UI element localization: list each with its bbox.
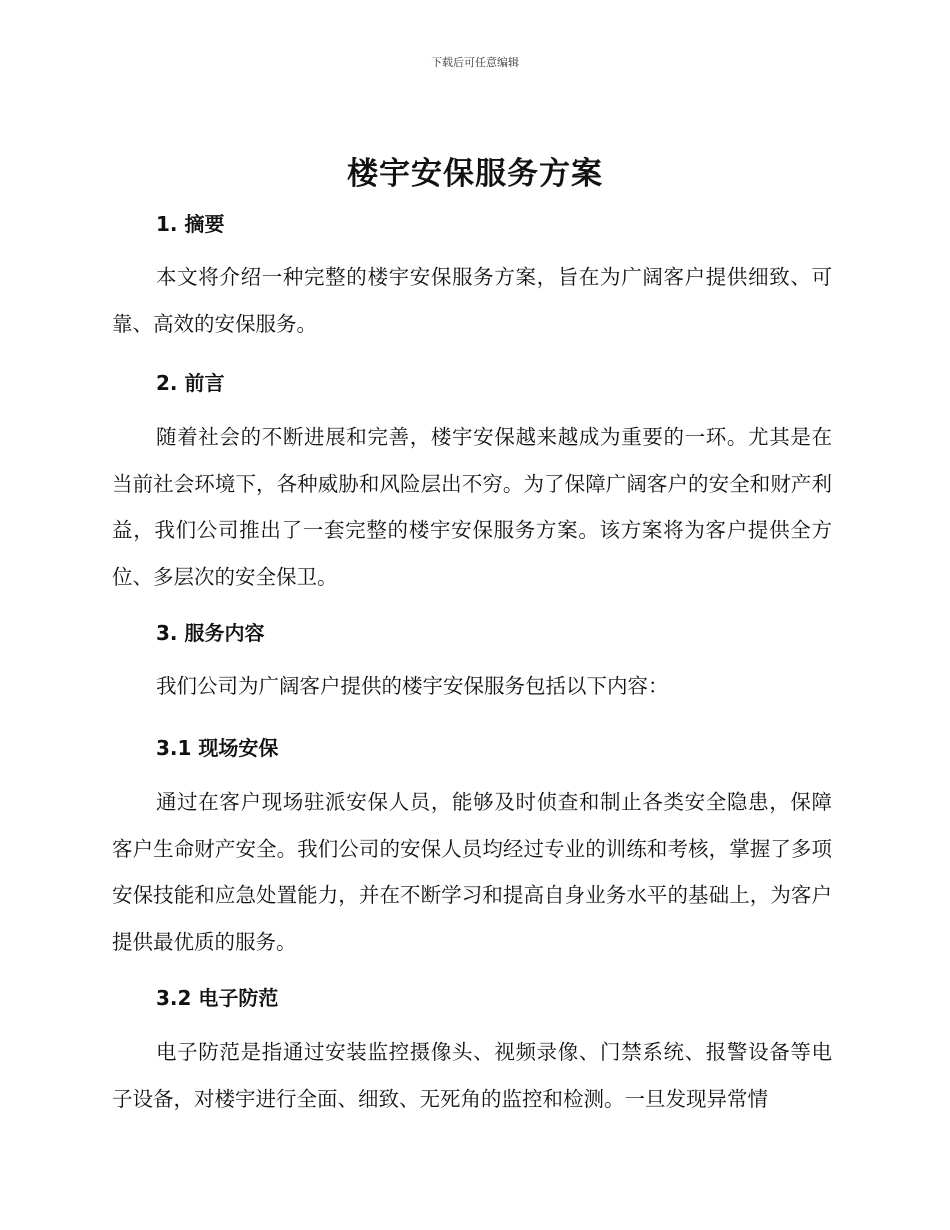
section-text-preface: 随着社会的不断进展和完善，楼宇安保越来越成为重要的一环。尤其是在当前社会环境下，各种威胁和风险层出不穷。为了保障广阔客户的安全和财产利益，我们公司推出了一套完整的楼宇安保服务方案。该方案将为客户提供全方位、多层次的安全保卫。 xyxy=(112,425,832,589)
document-title: 楼宇安保服务方案 xyxy=(347,156,603,192)
section-heading-preface: 2. 前言 xyxy=(156,371,225,395)
section-heading-onsite-security: 3.1 现场安保 xyxy=(156,736,279,760)
section-text-abstract: 本文将介绍一种完整的楼宇安保服务方案，旨在为广阔客户提供细致、可靠、高效的安保服务。 xyxy=(112,265,832,336)
section-text-service-content: 我们公司为广阔客户提供的楼宇安保服务包括以下内容： xyxy=(156,674,669,698)
section-text-electronic-defense: 电子防范是指通过安装监控摄像头、视频录像、门禁系统、报警设备等电子设备，对楼宇进行全面、细致、无死角的监控和检测。一旦发现异常情 xyxy=(112,1040,832,1111)
page-header-note: 下载后可任意编辑 xyxy=(431,56,519,69)
section-heading-abstract: 1. 摘要 xyxy=(156,212,225,236)
section-text-onsite-security: 通过在客户现场驻派安保人员，能够及时侦查和制止各类安全隐患，保障客户生命财产安全。我们公司的安保人员均经过专业的训练和考核，掌握了多项安保技能和应急处置能力，并在不断学习和提高自身业务水平的基础上，为客户提供最优质的服务。 xyxy=(112,790,832,954)
section-heading-service-content: 3. 服务内容 xyxy=(156,621,265,645)
section-heading-electronic-defense: 3.2 电子防范 xyxy=(156,986,279,1010)
